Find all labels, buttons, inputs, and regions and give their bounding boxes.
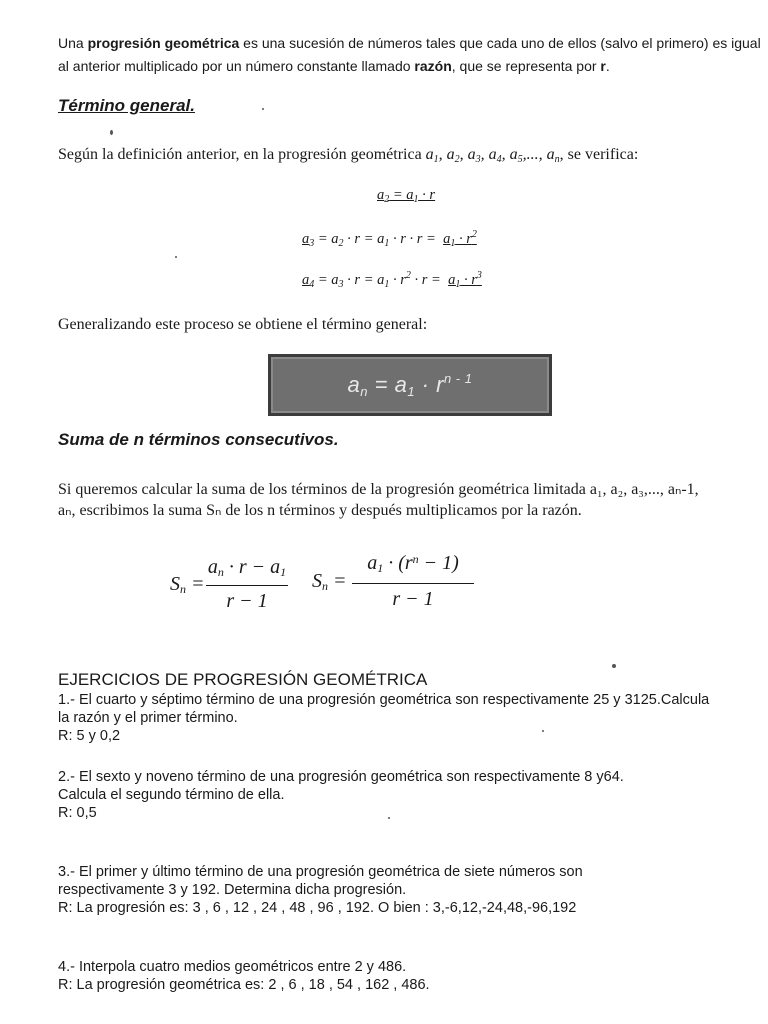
intro-line-1: Una progresión geométrica es una sucesión de números tales que cada uno de ellos (salvo el primero) es igual bbox=[58, 35, 761, 51]
scan-speck bbox=[262, 108, 264, 110]
general-term-box bbox=[268, 354, 552, 416]
exercise-2-line-1: 2.- El sexto y noveno término de una progresión geométrica son respectivamente 8 y64. bbox=[58, 769, 624, 785]
intro-paragraph bbox=[58, 32, 761, 78]
section-heading-termino-general: Término general. bbox=[58, 96, 195, 115]
sum-formula-2 bbox=[312, 548, 482, 618]
sum-formula-2-bar bbox=[352, 583, 474, 584]
section-heading-suma: Suma de n términos consecutivos. bbox=[58, 430, 339, 449]
formula-a2: $a_2 = a_1 \cdot r$ bbox=[377, 187, 436, 205]
scan-speck bbox=[542, 730, 544, 732]
term-r: r bbox=[600, 58, 606, 74]
exercise-4-line-1: 4.- Interpola cuatro medios geométricos entre 2 y 486. bbox=[58, 959, 407, 975]
sum-formula-1 bbox=[170, 552, 300, 622]
exercise-2-answer: R: 0,5 bbox=[58, 805, 97, 821]
sum-formula-1-lhs: $S_n$ = bbox=[170, 573, 205, 596]
intro-line-2: al anterior multiplicado por un número constante llamado razón, que se representa por r. bbox=[58, 58, 610, 74]
formula-a3: $a_3 = a_2 \cdot r = a_1 \cdot r \cdot r = a_1 \cdot r^2$ bbox=[302, 229, 477, 249]
scan-speck bbox=[175, 256, 177, 258]
scan-speck bbox=[612, 664, 616, 668]
sum-formula-2-lhs: $S_n$ = bbox=[312, 570, 347, 593]
sum-formula-1-numerator: $a_n \cdot r - a_1$ bbox=[207, 556, 287, 579]
exercise-4 bbox=[58, 958, 763, 994]
exercise-1-answer: R: 5 y 0,2 bbox=[58, 728, 121, 744]
exercise-3-line-1: 3.- El primer y último término de una progresión geométrica de siete números son bbox=[58, 864, 583, 880]
exercise-4-answer: R: La progresión geométrica es: 2 , 6 , 18 , 54 , 162 , 486. bbox=[58, 977, 430, 993]
exercise-1 bbox=[58, 691, 763, 745]
formula-a4: $a_4 = a_3 \cdot r = a_1 \cdot r^2 \cdot r = a_1 \cdot r^3$ bbox=[302, 270, 482, 290]
sum-formula-2-numerator: $a_1 \cdot (r^n - 1)$ bbox=[367, 552, 459, 575]
exercise-3-answer: R: La progresión es: 3 , 6 , 12 , 24 , 48 , 96 , 192. O bien : 3,-6,12,-24,48,-96,192 bbox=[58, 900, 577, 916]
general-term-formula: $a_n = a_1 \cdot r^{n - 1}$ bbox=[347, 371, 473, 399]
term-razon: razón bbox=[414, 58, 452, 74]
exercise-3-line-2: respectivamente 3 y 192. Determina dicha progresión. bbox=[58, 882, 407, 898]
scan-speck bbox=[110, 130, 113, 135]
exercise-2-line-2: Calcula el segundo término de ella. bbox=[58, 787, 285, 803]
exercise-3 bbox=[58, 863, 763, 917]
exercise-1-line-2: la razón y el primer término. bbox=[58, 710, 238, 726]
sequence-terms: $a_1$, $a_2$, $a_3$, $a_4$, $a_5$,..., $a_n$ bbox=[425, 146, 560, 165]
term-progresion-geometrica: progresión geométrica bbox=[87, 35, 240, 51]
sum-formula-1-denominator: r − 1 bbox=[226, 590, 268, 612]
sum-formula-1-bar bbox=[206, 585, 288, 586]
scan-speck bbox=[388, 817, 390, 819]
sum-formula-2-denominator: r − 1 bbox=[392, 588, 434, 610]
sum-paragraph: Si queremos calcular la suma de los términos de la progresión geométrica limitada a₁, a₂, a₃,..., aₙ-1, aₙ, escribimos la suma Sₙ de los n términos y después multiplicamos por la razón. bbox=[58, 481, 699, 519]
definition-paragraph: Según la definición anterior, en la progresión geométrica $a_1$, $a_2$, $a_3$, $a_4$, $a_5$,..., $a_n$, se verifica: bbox=[58, 146, 639, 165]
exercise-2 bbox=[58, 768, 763, 822]
exercise-1-line-1: 1.- El cuarto y séptimo término de una progresión geométrica son respectivamente 25 y 3125.Calcula bbox=[58, 692, 710, 708]
generalizing-text: Generalizando este proceso se obtiene el término general: bbox=[58, 316, 428, 333]
exercises-title: EJERCICIOS DE PROGRESIÓN GEOMÉTRICA bbox=[58, 670, 428, 689]
